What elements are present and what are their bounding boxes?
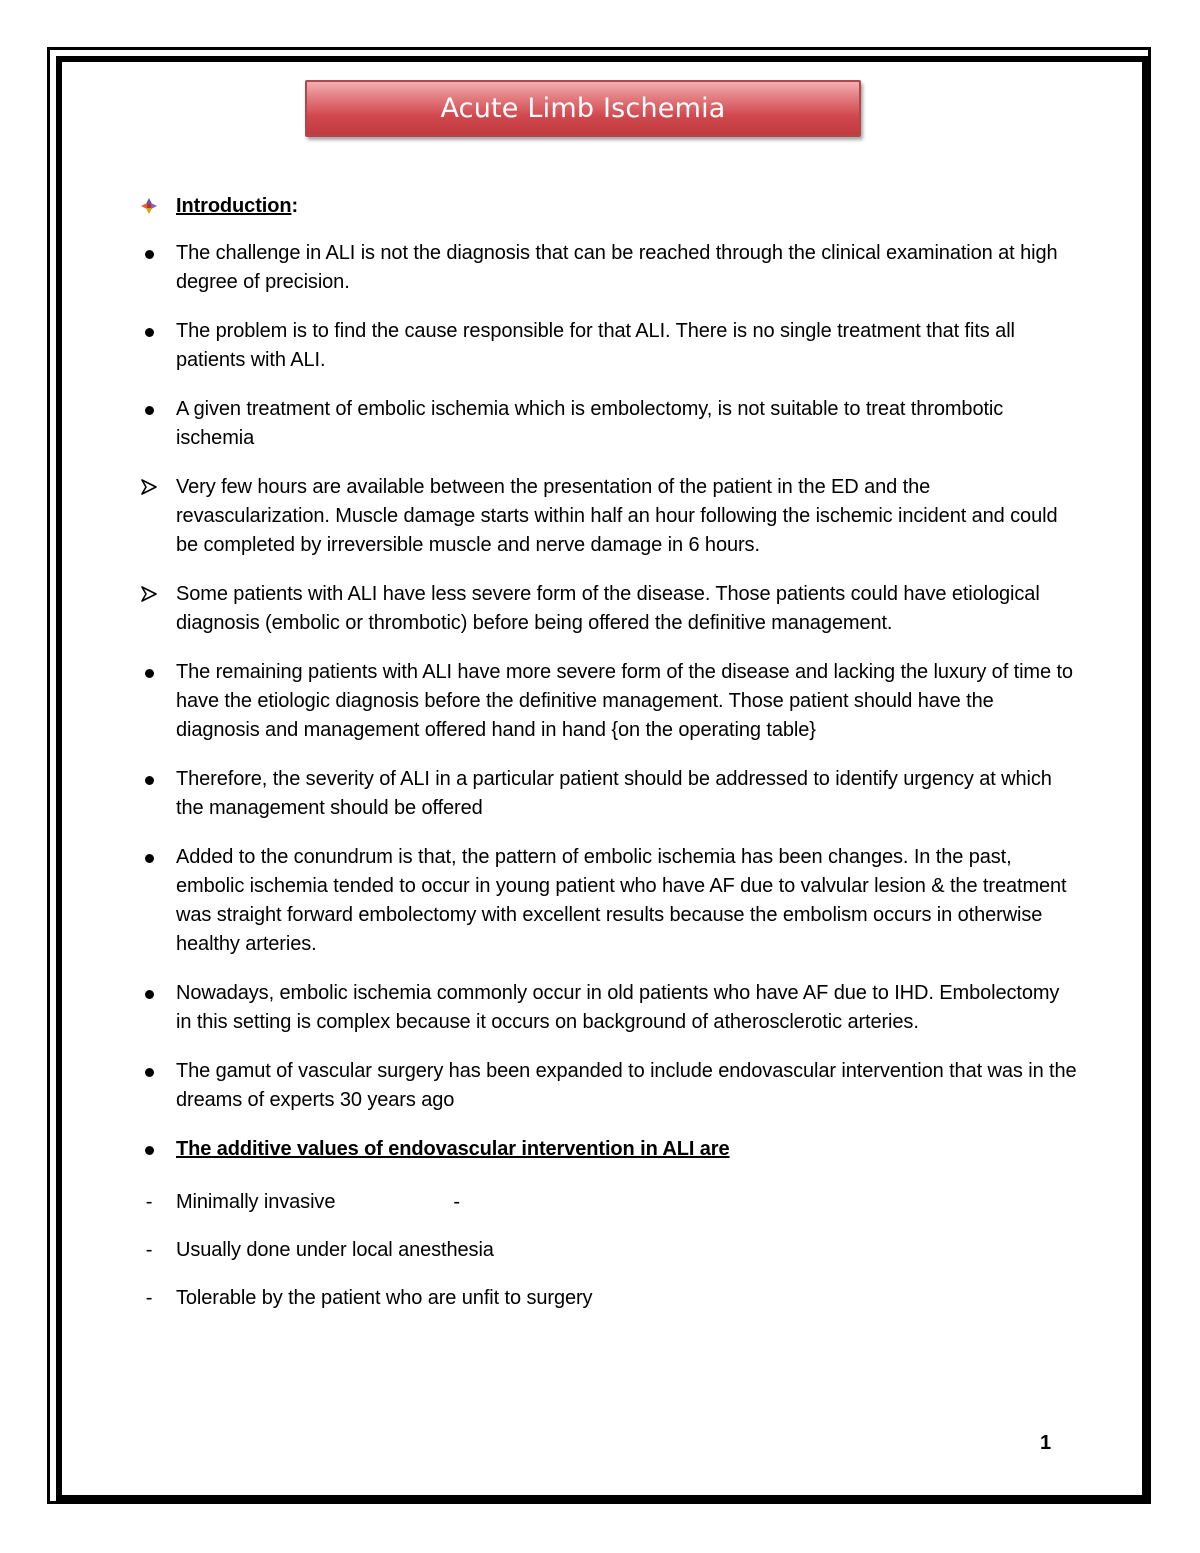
dash-list-item xyxy=(138,1284,1078,1313)
list-item xyxy=(138,580,1078,638)
bullet-icon xyxy=(138,765,160,794)
dash-list-item xyxy=(138,1236,1078,1265)
additive-values-heading-text: The additive values of endovascular intervention in ALI are xyxy=(176,1138,730,1160)
list-item-text: Some patients with ALI have less severe form of the disease. Those patients could have etiological diagnosis (embolic or thrombotic) before being offered the definitive management. xyxy=(176,583,1040,634)
list-item xyxy=(138,473,1078,560)
additive-values-heading xyxy=(138,1135,1078,1164)
title-banner xyxy=(305,80,861,137)
bullet-icon xyxy=(138,979,160,1008)
bullet-icon xyxy=(138,1057,160,1086)
dash-list-item xyxy=(138,1188,1078,1217)
bullet-icon xyxy=(138,843,160,872)
page-number: 1 xyxy=(1040,1432,1052,1454)
list-item-text: Added to the conundrum is that, the pattern of embolic ischemia has been changes. In the past, embolic ischemia tended to occur in young patient who have AF due to valvular lesion & the treatment was straight forward embolectomy with excellent results because the embolism occurs in otherwise healthy arteries. xyxy=(176,846,1067,955)
list-item-text: The challenge in ALI is not the diagnosis that can be reached through the clinical examination at high degree of precision. xyxy=(176,242,1058,293)
bullet-icon xyxy=(138,239,160,268)
list-item-text: The remaining patients with ALI have more severe form of the disease and lacking the luxury of time to have the etiologic diagnosis before the definitive management. Those patient should have the diagnosis and management offered hand in hand {on the operating table} xyxy=(176,661,1073,741)
list-item xyxy=(138,843,1078,959)
dash-marker: - xyxy=(145,1287,153,1309)
arrow-bullet-icon xyxy=(138,473,160,504)
bullet-icon xyxy=(138,658,160,687)
list-item xyxy=(138,239,1078,297)
list-item xyxy=(138,979,1078,1037)
list-item xyxy=(138,317,1078,375)
document-body xyxy=(138,192,1078,1332)
dash-marker: - xyxy=(145,1191,153,1213)
dash-item-text: Minimally invasive xyxy=(176,1191,336,1213)
introduction-heading-text: Introduction xyxy=(176,195,292,217)
introduction-heading-colon: : xyxy=(291,195,299,217)
list-item-text: A given treatment of embolic ischemia which is embolectomy, is not suitable to treat thrombotic ischemia xyxy=(176,398,1004,449)
dash-item-text: Tolerable by the patient who are unfit to surgery xyxy=(176,1287,593,1309)
arrow-bullet-icon xyxy=(138,580,160,611)
document-title: Acute Limb Ischemia xyxy=(440,93,726,124)
list-item-text: The problem is to find the cause responsible for that ALI. There is no single treatment that fits all patients with ALI. xyxy=(176,320,1015,371)
dash-marker: - xyxy=(145,1239,153,1261)
bullet-icon xyxy=(138,317,160,346)
list-item xyxy=(138,1057,1078,1115)
list-item xyxy=(138,395,1078,453)
list-item-text: Nowadays, embolic ischemia commonly occur in old patients who have AF due to IHD. Embolectomy in this setting is complex because it occurs on background of atherosclerotic arteries. xyxy=(176,982,1060,1033)
list-item-text: The gamut of vascular surgery has been expanded to include endovascular intervention that was in the dreams of experts 30 years ago xyxy=(176,1060,1077,1111)
list-item xyxy=(138,658,1078,745)
dash-item-text: Usually done under local anesthesia xyxy=(176,1239,494,1261)
introduction-heading xyxy=(138,192,1078,221)
bullet-icon xyxy=(138,1135,160,1164)
list-item-text: Therefore, the severity of ALI in a particular patient should be addressed to identify urgency at which the management should be offered xyxy=(176,768,1052,819)
four-arrow-bullet-icon xyxy=(138,192,160,224)
list-item xyxy=(138,765,1078,823)
list-item-text: Very few hours are available between the presentation of the patient in the ED and the revascularization. Muscle damage starts within half an hour following the ischemic incident and could be completed by irreversible muscle and nerve damage in 6 hours. xyxy=(176,476,1058,556)
dash-marker-secondary: - xyxy=(453,1191,460,1213)
bullet-icon xyxy=(138,395,160,424)
